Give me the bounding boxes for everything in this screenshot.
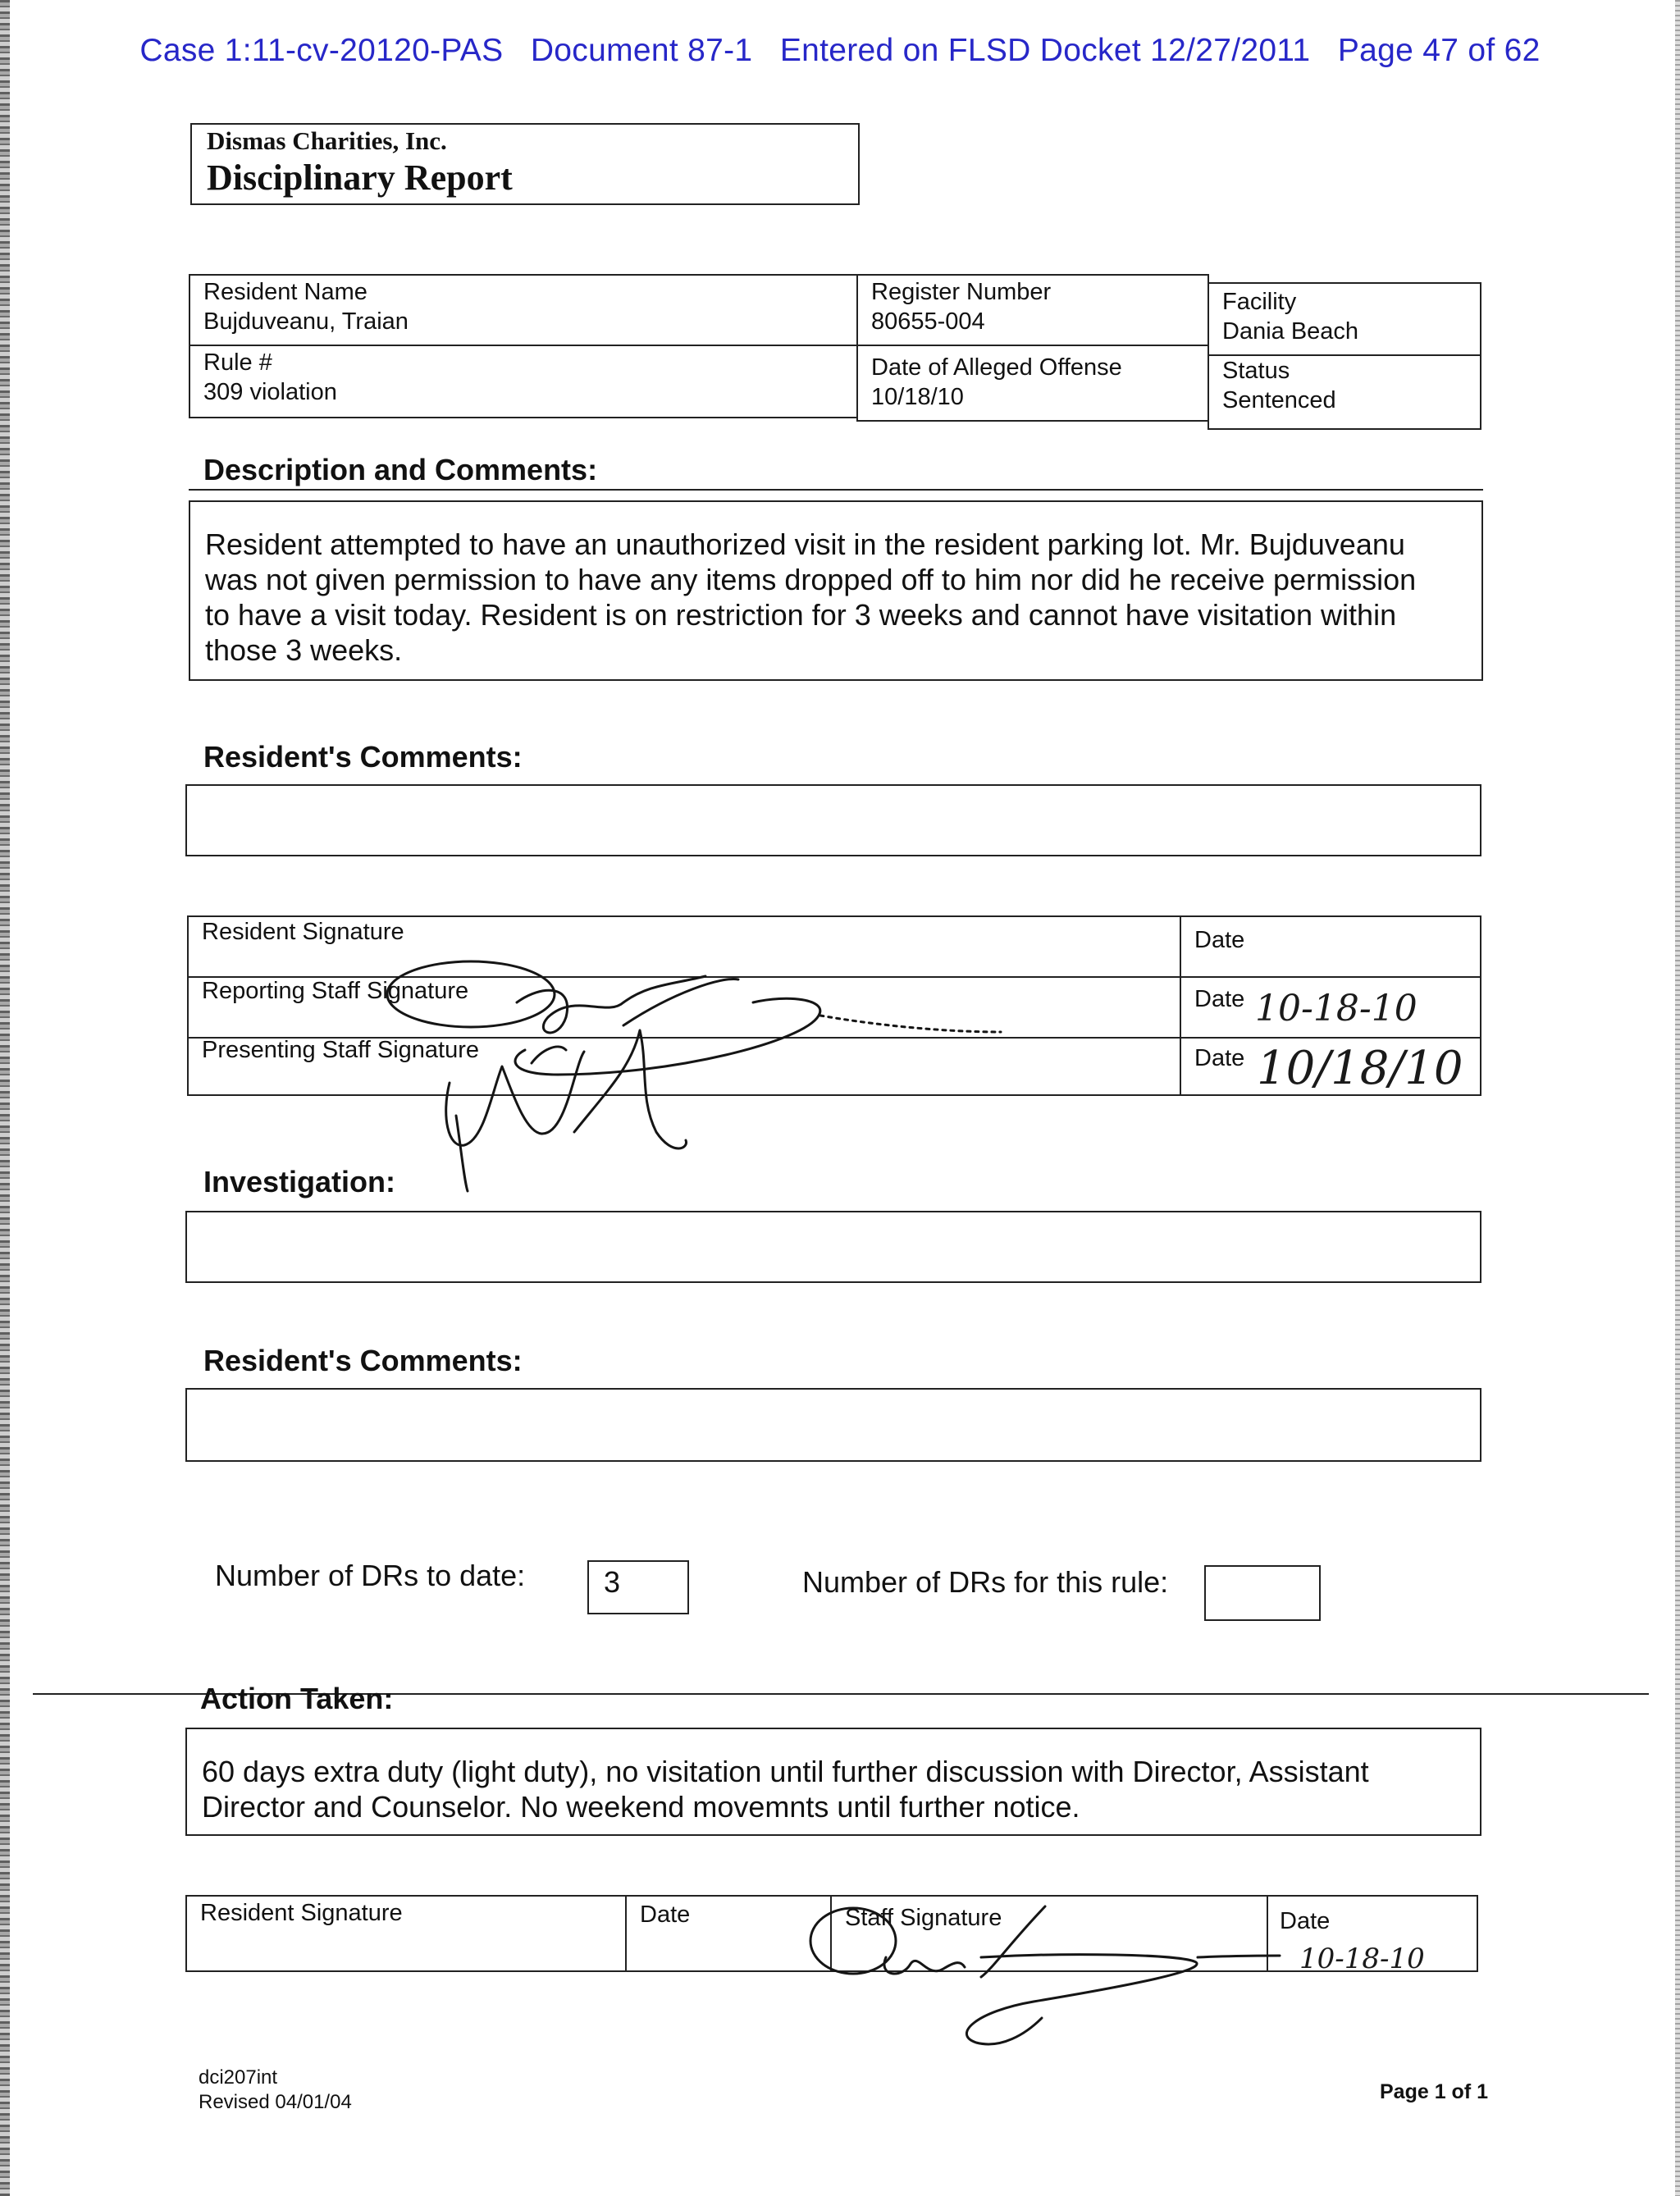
reporting-staff-signature-label: Reporting Staff Signature	[202, 978, 469, 1004]
rule-value: 309 violation	[203, 379, 337, 405]
case-number: Case 1:11-cv-20120-PAS	[139, 33, 504, 68]
form-code: dci207int	[199, 2066, 278, 2089]
revised-date: Revised 04/01/04	[199, 2091, 352, 2113]
rule-label: Rule #	[203, 349, 272, 376]
drs-to-date-value[interactable]: 3	[587, 1560, 689, 1614]
docket-entry: Entered on FLSD Docket 12/27/2011	[779, 33, 1311, 68]
organization-name: Dismas Charities, Inc.	[207, 126, 447, 155]
staff-date-handwritten: 10-18-10	[1299, 1943, 1425, 1975]
description-heading: Description and Comments:	[203, 453, 598, 486]
action-line-2: Director and Counselor. No weekend movemnts until further notice.	[202, 1790, 1080, 1824]
description-line-2: was not given permission to have any items dropped off to him nor did he receive permission	[205, 563, 1417, 596]
residents-comments-heading-2: Resident's Comments:	[203, 1344, 523, 1377]
resident-name-value: Bujduveanu, Traian	[203, 308, 409, 335]
presenting-date-label: Date	[1194, 1045, 1245, 1071]
investigation-heading: Investigation:	[203, 1165, 396, 1198]
description-line-3: to have a visit today. Resident is on restriction for 3 weeks and cannot have visitation within	[205, 598, 1397, 632]
action-heading: Action Taken:	[200, 1682, 394, 1715]
resident-date-label-2: Date	[640, 1902, 691, 1928]
drs-for-rule-label: Number of DRs for this rule:	[802, 1565, 1169, 1599]
status-label: Status	[1222, 358, 1290, 384]
report-title: Disciplinary Report	[207, 158, 513, 198]
residents-comments-heading-1: Resident's Comments:	[203, 740, 523, 774]
form-code-block	[199, 2066, 352, 2115]
reporting-date-handwritten: 10-18-10	[1255, 988, 1418, 1030]
drs-to-date-label: Number of DRs to date:	[215, 1559, 526, 1592]
description-line-4: those 3 weeks.	[205, 633, 403, 667]
page-count: Page 47 of 62	[1337, 33, 1541, 68]
offense-date-label: Date of Alleged Offense	[871, 354, 1122, 381]
presenting-staff-signature-label: Presenting Staff Signature	[202, 1037, 480, 1063]
presenting-date-handwritten: 10/18/10	[1257, 1042, 1463, 1095]
resident-signature-label-1: Resident Signature	[202, 919, 404, 945]
register-number-value: 80655-004	[871, 308, 985, 335]
reporting-date-label: Date	[1194, 986, 1245, 1012]
staff-signature-label: Staff Signature	[845, 1905, 1002, 1931]
action-line-1: 60 days extra duty (light duty), no visitation until further discussion with Director, Assistant	[202, 1755, 1369, 1788]
facility-label: Facility	[1222, 289, 1297, 315]
resident-signature-label-2: Resident Signature	[200, 1900, 403, 1926]
register-number-label: Register Number	[871, 279, 1052, 305]
status-value: Sentenced	[1222, 387, 1336, 413]
resident-name-label: Resident Name	[203, 279, 368, 305]
resident-date-label-1: Date	[1194, 927, 1245, 953]
staff-date-label: Date	[1280, 1908, 1331, 1934]
footer-page-number: Page 1 of 1	[1380, 2080, 1488, 2103]
offense-date-value: 10/18/10	[871, 384, 964, 410]
facility-value: Dania Beach	[1222, 318, 1359, 345]
document-number: Document 87-1	[530, 33, 753, 68]
description-line-1: Resident attempted to have an unauthorized visit in the resident parking lot. Mr. Bujduveanu	[205, 527, 1405, 561]
